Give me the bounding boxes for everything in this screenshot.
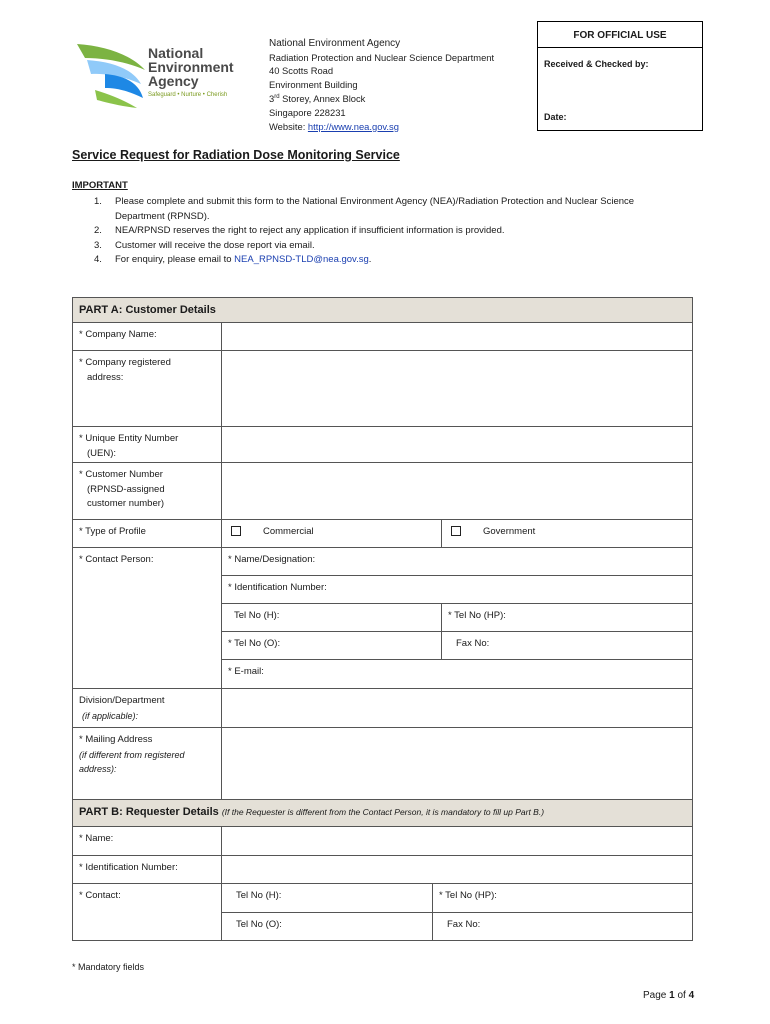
division-label: Division/Department (if applicable): — [72, 688, 222, 728]
requester-contact-label: * Contact: — [72, 883, 222, 941]
requester-id-field[interactable] — [221, 855, 693, 884]
tel-home-field[interactable]: Tel No (H): — [221, 603, 442, 632]
agency-address: National Environment Agency Radiation Protection and Nuclear Science Department 40 Scotts Road Environment Building 3rd Storey, Annex Block Singapore 228231 Website: http://www.nea.gov.sg — [269, 38, 495, 132]
logo-wordmark: National Environment Agency — [148, 45, 234, 89]
website-link[interactable]: http://www.nea.gov.sg — [307, 120, 399, 132]
mailing-address-field[interactable] — [221, 727, 693, 800]
division-field[interactable] — [221, 688, 693, 728]
email-field[interactable]: * E-mail: — [221, 659, 693, 689]
checkbox-icon[interactable] — [451, 526, 461, 536]
note-item: 4. For enquiry, please email to NEA_RPNSD-TLD@nea.gov.sg. — [94, 254, 372, 265]
page-number: Page 1 of 4 — [643, 990, 695, 1001]
requester-tel-office-field[interactable]: Tel No (O): — [221, 912, 433, 941]
company-name-field[interactable] — [221, 322, 693, 351]
note-item: 2. NEA/RPNSD reserves the right to reject any application if insufficient information is provided. — [94, 225, 505, 236]
uen-field[interactable] — [221, 426, 693, 463]
company-address-label: * Company registered address: — [72, 350, 222, 427]
requester-tel-home-field[interactable]: Tel No (H): — [221, 883, 433, 913]
requester-fax-field[interactable]: Fax No: — [432, 912, 693, 941]
profile-commercial-option[interactable]: Commercial — [221, 519, 442, 548]
tel-office-field[interactable]: * Tel No (O): — [221, 631, 442, 660]
tel-mobile-field[interactable]: * Tel No (HP): — [441, 603, 693, 632]
note-item: 3. Customer will receive the dose report via email. — [94, 239, 315, 251]
checkbox-icon[interactable] — [231, 526, 241, 536]
note-item: 1. Please complete and submit this form to the National Environment Agency (NEA)/Radiation Protection and Nuclear Science Department (RPNSD). — [94, 196, 635, 222]
identification-number-field[interactable]: * Identification Number: — [221, 575, 693, 604]
part-a-header: PART A: Customer Details — [72, 297, 693, 323]
uen-label: * Unique Entity Number (UEN): — [72, 426, 222, 463]
fax-field[interactable]: Fax No: — [441, 631, 693, 660]
part-b-header: PART B: Requester Details (If the Requester is different from the Contact Person, it is mandatory to fill up Part B.) — [72, 799, 693, 827]
requester-id-label: * Identification Number: — [72, 855, 222, 884]
mandatory-note: * Mandatory fields — [72, 962, 145, 972]
official-use-box — [537, 21, 703, 131]
form-title: Service Request for Radiation Dose Monitoring Service — [72, 148, 400, 162]
enquiry-email-link[interactable]: NEA_RPNSD-TLD@nea.gov.sg — [234, 254, 369, 265]
received-checked-label: Received & Checked by: — [544, 59, 649, 69]
important-heading: IMPORTANT — [72, 180, 128, 191]
company-name-label: * Company Name: — [72, 322, 222, 351]
name-designation-field[interactable]: * Name/Designation: — [221, 547, 693, 576]
profile-government-option[interactable]: Government — [441, 519, 693, 548]
logo-tagline: Safeguard • Nurture • Cherish — [148, 92, 228, 98]
official-date-label: Date: — [544, 112, 567, 122]
requester-name-label: * Name: — [72, 826, 222, 856]
requester-name-field[interactable] — [221, 826, 693, 856]
mailing-address-label: * Mailing Address (if different from registered address): — [72, 727, 222, 800]
customer-number-field[interactable] — [221, 462, 693, 520]
requester-tel-mobile-field[interactable]: * Tel No (HP): — [432, 883, 693, 913]
important-notes — [72, 195, 682, 268]
profile-type-label: * Type of Profile — [72, 519, 222, 548]
company-address-field[interactable] — [221, 350, 693, 427]
official-use-header: FOR OFFICIAL USE — [538, 22, 702, 48]
contact-person-label: * Contact Person: — [72, 547, 222, 689]
customer-number-label: * Customer Number (RPNSD-assigned customer number) — [72, 462, 222, 520]
